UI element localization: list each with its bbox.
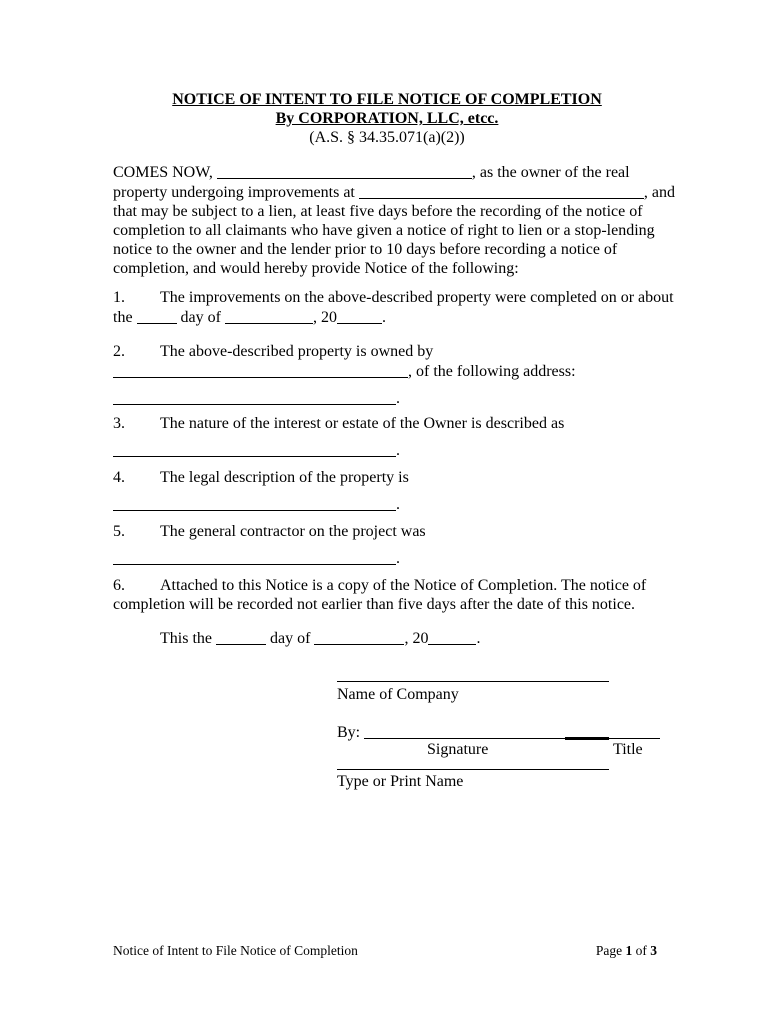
blank-property-address[interactable] <box>359 182 644 199</box>
footer-of-word: of <box>632 943 651 958</box>
item-2 <box>113 342 661 408</box>
item-3 <box>113 414 661 460</box>
item-number: 1. <box>113 289 125 306</box>
footer-document-title: Notice of Intent to File Notice of Completion <box>113 943 358 958</box>
item-text: . <box>396 442 400 459</box>
intro-text: , and <box>643 184 675 201</box>
item-6-line-2: completion will be recorded not earlier than five days after the date of this notice. <box>113 596 636 613</box>
intro-line-3: that may be subject to a lien, at least five days before the recording of the notice of <box>113 203 643 220</box>
item-text: , 20 <box>312 309 337 326</box>
title-statute: (A.S. § 34.35.071(a)(2)) <box>309 129 465 146</box>
blank-owner-address[interactable] <box>113 388 396 405</box>
item-text: Attached to this Notice is a copy of the Notice of Completion. The notice of <box>160 577 647 594</box>
title-label: Title <box>613 741 643 758</box>
title-line-2: By CORPORATION, LLC, etcc. <box>275 110 499 127</box>
intro-paragraph <box>113 162 675 278</box>
item-text: . <box>381 309 386 326</box>
blank-owner-name[interactable] <box>217 162 472 179</box>
item-number: 6. <box>113 577 125 594</box>
item-2-line-3 <box>113 388 661 408</box>
footer-page-total: 3 <box>650 943 657 958</box>
intro-line-6: completion, and would hereby provide Notice of the following: <box>113 260 519 277</box>
blank-signature[interactable] <box>364 722 565 739</box>
item-3-line-1 <box>113 414 661 433</box>
blank-completion-month[interactable] <box>225 307 313 324</box>
signature-block <box>337 670 667 805</box>
company-name-line[interactable] <box>337 681 609 682</box>
by-signature-line <box>337 721 660 742</box>
intro-line-5: notice to the owner and the lender prior to 10 days before recording a notice of <box>113 241 618 258</box>
item-text: day of <box>176 309 225 326</box>
dated-text: . <box>476 630 481 647</box>
blank-interest-estate[interactable] <box>113 440 396 457</box>
item-text: . <box>396 550 400 567</box>
title-line-1: NOTICE OF INTENT TO FILE NOTICE OF COMPLETION <box>172 91 602 108</box>
blank-notice-year[interactable] <box>428 628 476 645</box>
blank-property-owner[interactable] <box>113 361 408 378</box>
signature-label: Signature <box>427 741 489 758</box>
intro-text: property undergoing improvements at <box>113 184 359 201</box>
item-text: . <box>396 390 400 407</box>
item-2-line-2 <box>113 361 661 381</box>
item-text: The above-described property is owned by <box>160 343 434 360</box>
document-title <box>113 90 661 147</box>
item-3-line-2 <box>113 440 661 460</box>
item-4-line-1 <box>113 468 661 487</box>
intro-line-2 <box>113 182 675 202</box>
item-text: The legal description of the property is <box>160 469 409 486</box>
item-text: The nature of the interest or estate of the Owner is described as <box>160 415 565 432</box>
item-4-line-2 <box>113 494 661 514</box>
item-5 <box>113 522 661 568</box>
item-number: 5. <box>113 523 125 540</box>
dated-line <box>113 628 708 648</box>
item-2-line-1 <box>113 342 661 361</box>
item-6-line-1 <box>113 576 661 595</box>
intro-line-4: completion to all claimants who have given a notice of right to lien or a stop-lending <box>113 222 655 239</box>
page-footer <box>113 943 657 959</box>
item-1-line-2 <box>113 307 661 327</box>
item-number: 4. <box>113 469 125 486</box>
blank-general-contractor[interactable] <box>113 548 396 565</box>
item-text: The general contractor on the project was <box>160 523 426 540</box>
blank-notice-day[interactable] <box>216 628 266 645</box>
intro-text: COMES NOW, <box>113 164 217 181</box>
item-text: . <box>396 496 400 513</box>
footer-page-word: Page <box>595 943 626 958</box>
footer-page-number: 1 <box>625 943 633 958</box>
item-1-line-1 <box>113 288 674 307</box>
dated-text: , 20 <box>404 630 429 647</box>
dated-text: day of <box>266 630 315 647</box>
blank-signature-thick-segment[interactable] <box>565 721 609 740</box>
blank-completion-day[interactable] <box>137 307 177 324</box>
print-name-line[interactable] <box>337 769 609 770</box>
blank-legal-description[interactable] <box>113 494 396 511</box>
item-number: 3. <box>113 415 125 432</box>
blank-notice-month[interactable] <box>314 628 404 645</box>
item-4 <box>113 468 661 514</box>
item-1 <box>113 288 674 327</box>
item-text: The improvements on the above-described property were completed on or about <box>160 289 674 306</box>
intro-line-1 <box>113 162 661 182</box>
dated-text: This the <box>160 630 216 647</box>
item-5-line-1 <box>113 522 661 541</box>
dated-line-text <box>160 628 708 648</box>
footer-page-indicator <box>596 943 657 959</box>
print-name-label: Type or Print Name <box>337 773 464 790</box>
by-label: By: <box>337 724 365 741</box>
company-name-label: Name of Company <box>337 686 459 703</box>
item-text: the <box>113 309 137 326</box>
blank-title[interactable] <box>609 722 660 739</box>
item-5-line-2 <box>113 548 661 568</box>
blank-completion-year[interactable] <box>337 307 382 324</box>
intro-text: , as the owner of the real <box>471 164 630 181</box>
item-number: 2. <box>113 343 125 360</box>
item-6 <box>113 576 661 614</box>
item-text: , of the following address: <box>408 363 576 380</box>
